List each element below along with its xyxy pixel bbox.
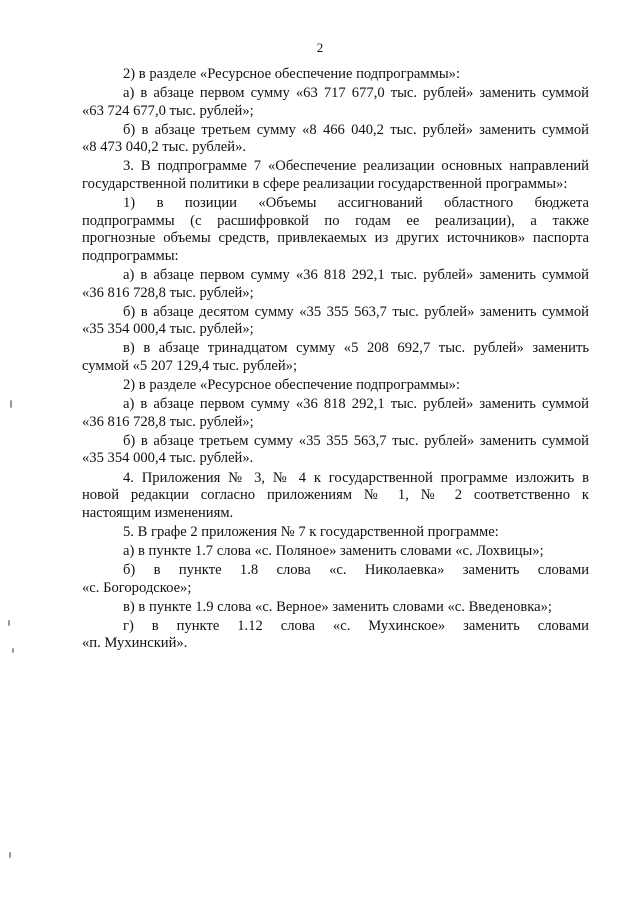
text-line: «36 816 728,8 тыс. рублей»; xyxy=(82,413,254,430)
scan-artifact xyxy=(12,648,14,653)
text-line: «п. Мухинский». xyxy=(82,635,188,652)
text-line: «63 724 677,0 тыс. рублей»; xyxy=(82,102,254,119)
text-line: суммой «5 207 129,4 тыс. рублей»; xyxy=(82,358,298,374)
paragraph xyxy=(82,433,589,468)
text-line: настоящим изменениям. xyxy=(82,504,234,521)
text-line: б) в абзаце третьем сумму «8 466 040,2 тыс. рублей» заменить суммой xyxy=(123,121,589,138)
text-line: «8 473 040,2 тыс. рублей». xyxy=(82,139,247,156)
paragraph xyxy=(82,599,589,617)
text-line: 4. Приложения № 3, № 4 к государственной программе изложить в xyxy=(123,469,589,486)
text-line: 3. В подпрограмме 7 «Обеспечение реализации основных направлений xyxy=(123,158,589,175)
text-line: в) в пункте 1.9 слова «с. Верное» заменить словами «с. Введеновка»; xyxy=(123,598,552,615)
text-line: в) в абзаце тринадцатом сумму «5 208 692,7 тыс. рублей» заменить xyxy=(123,340,589,357)
text-line: подпрограммы: xyxy=(82,247,179,264)
text-line: «с. Богородское»; xyxy=(82,579,192,596)
paragraph xyxy=(82,340,589,375)
paragraph xyxy=(82,543,589,561)
paragraph xyxy=(82,158,589,193)
scan-artifact xyxy=(9,852,11,858)
paragraph xyxy=(82,122,589,157)
text-line: б) в абзаце третьем сумму «35 355 563,7 тыс. рублей» заменить суммой xyxy=(123,432,589,449)
paragraph xyxy=(82,562,589,597)
paragraph xyxy=(82,396,589,431)
text-line: прогнозные объемы средств, привлекаемых из других источников» паспорта xyxy=(82,230,589,247)
text-line: 5. В графе 2 приложения № 7 к государственной программе: xyxy=(123,523,499,540)
text-line: новой редакции согласно приложениям № 1, № 2 соответственно к xyxy=(82,487,589,504)
paragraph xyxy=(82,195,589,265)
text-line: подпрограммы (с расшифровкой по годам ее реализации), а также xyxy=(82,212,589,229)
text-line: а) в абзаце первом сумму «36 818 292,1 тыс. рублей» заменить суммой xyxy=(123,396,589,413)
paragraph xyxy=(82,304,589,339)
paragraph xyxy=(82,66,589,84)
text-line: «36 816 728,8 тыс. рублей»; xyxy=(82,284,254,301)
text-line: «35 354 000,4 тыс. рублей»; xyxy=(82,321,254,338)
paragraph xyxy=(82,618,589,653)
scan-artifact xyxy=(8,620,10,626)
document-body xyxy=(82,66,589,655)
paragraph xyxy=(82,470,589,523)
text-line: государственной политики в сфере реализации государственной программы»: xyxy=(82,176,568,193)
text-line: 2) в разделе «Ресурсное обеспечение подпрограммы»: xyxy=(123,66,460,82)
scan-artifact xyxy=(10,400,12,408)
text-line: 2) в разделе «Ресурсное обеспечение подпрограммы»: xyxy=(123,377,460,394)
paragraph xyxy=(82,377,589,395)
text-line: 1) в позиции «Объемы ассигнований областного бюджета xyxy=(123,195,589,212)
text-line: а) в абзаце первом сумму «63 717 677,0 тыс. рублей» заменить суммой xyxy=(123,85,589,102)
paragraph xyxy=(82,267,589,302)
text-line: б) в пункте 1.8 слова «с. Николаевка» заменить словами xyxy=(123,562,589,579)
paragraph xyxy=(82,85,589,120)
page-number: 2 xyxy=(316,40,324,55)
text-line: г) в пункте 1.12 слова «с. Мухинское» заменить словами xyxy=(123,617,589,634)
text-line: б) в абзаце десятом сумму «35 355 563,7 тыс. рублей» заменить суммой xyxy=(123,303,589,320)
text-line: а) в абзаце первом сумму «36 818 292,1 тыс. рублей» заменить суммой xyxy=(123,267,589,284)
text-line: а) в пункте 1.7 слова «с. Поляное» заменить словами «с. Лохвицы»; xyxy=(123,542,544,559)
paragraph xyxy=(82,524,589,542)
text-line: «35 354 000,4 тыс. рублей». xyxy=(82,450,254,467)
